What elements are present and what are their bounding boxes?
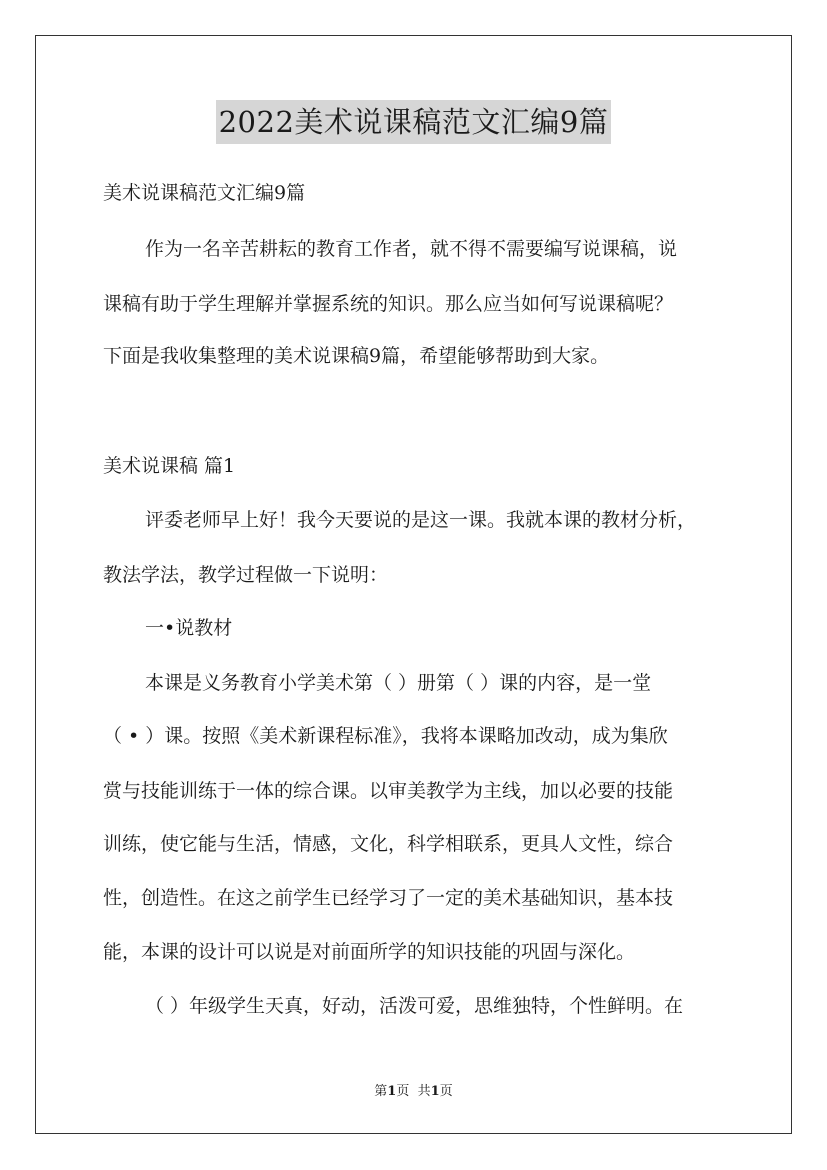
footer-total-label: 共	[417, 1084, 431, 1099]
footer-page-label: 第	[374, 1084, 388, 1099]
paragraph-line: 下面是我收集整理的美术说课稿9篇，希望能够帮助到大家。	[103, 345, 610, 367]
paragraph-line: 课稿有助于学生理解并掌握系统的知识。那么应当如何写说课稿呢？	[103, 293, 674, 315]
subsection-heading: 一•说教材	[145, 617, 233, 639]
footer-page-suffix: 页	[396, 1084, 410, 1099]
paragraph-line: 作为一名辛苦耕耘的教育工作者，就不得不需要编写说课稿，说	[145, 238, 678, 260]
paragraph-line: 教法学法，教学过程做一下说明：	[103, 564, 389, 586]
paragraph-line: 性，创造性。在这之前学生已经学习了一定的美术基础知识，基本技	[103, 887, 674, 909]
paragraph-line: 训练，使它能与生活，情感，文化，科学相联系，更具人文性，综合	[103, 833, 674, 855]
page-footer	[0, 1083, 827, 1101]
document-title: 2022美术说课稿范文汇编9篇	[216, 100, 612, 144]
paragraph-line: （ • ）课。按照《美术新课程标准》，我将本课略加改动，成为集欣	[103, 725, 668, 747]
section-heading: 美术说课稿 篇1	[103, 455, 236, 477]
footer-total-suffix: 页	[439, 1084, 453, 1099]
footer-page-number: 1	[387, 1084, 397, 1099]
title-container	[0, 100, 827, 144]
paragraph-line: 能，本课的设计可以说是对前面所学的知识技能的巩固与深化。	[103, 941, 636, 963]
paragraph-line: 评委老师早上好！我今天要说的是这一课。我就本课的教材分析，	[145, 509, 697, 531]
footer-total-number: 1	[430, 1084, 440, 1099]
subtitle-line: 美术说课稿范文汇编9篇	[103, 182, 306, 204]
paragraph-line: 赏与技能训练于一体的综合课。以审美教学为主线，加以必要的技能	[103, 780, 674, 802]
paragraph-line: （ ）年级学生天真，好动，活泼可爱，思维独特，个性鲜明。在	[145, 995, 684, 1017]
paragraph-line: 本课是义务教育小学美术第（ ）册第（ ）课的内容，是一堂	[145, 672, 652, 694]
